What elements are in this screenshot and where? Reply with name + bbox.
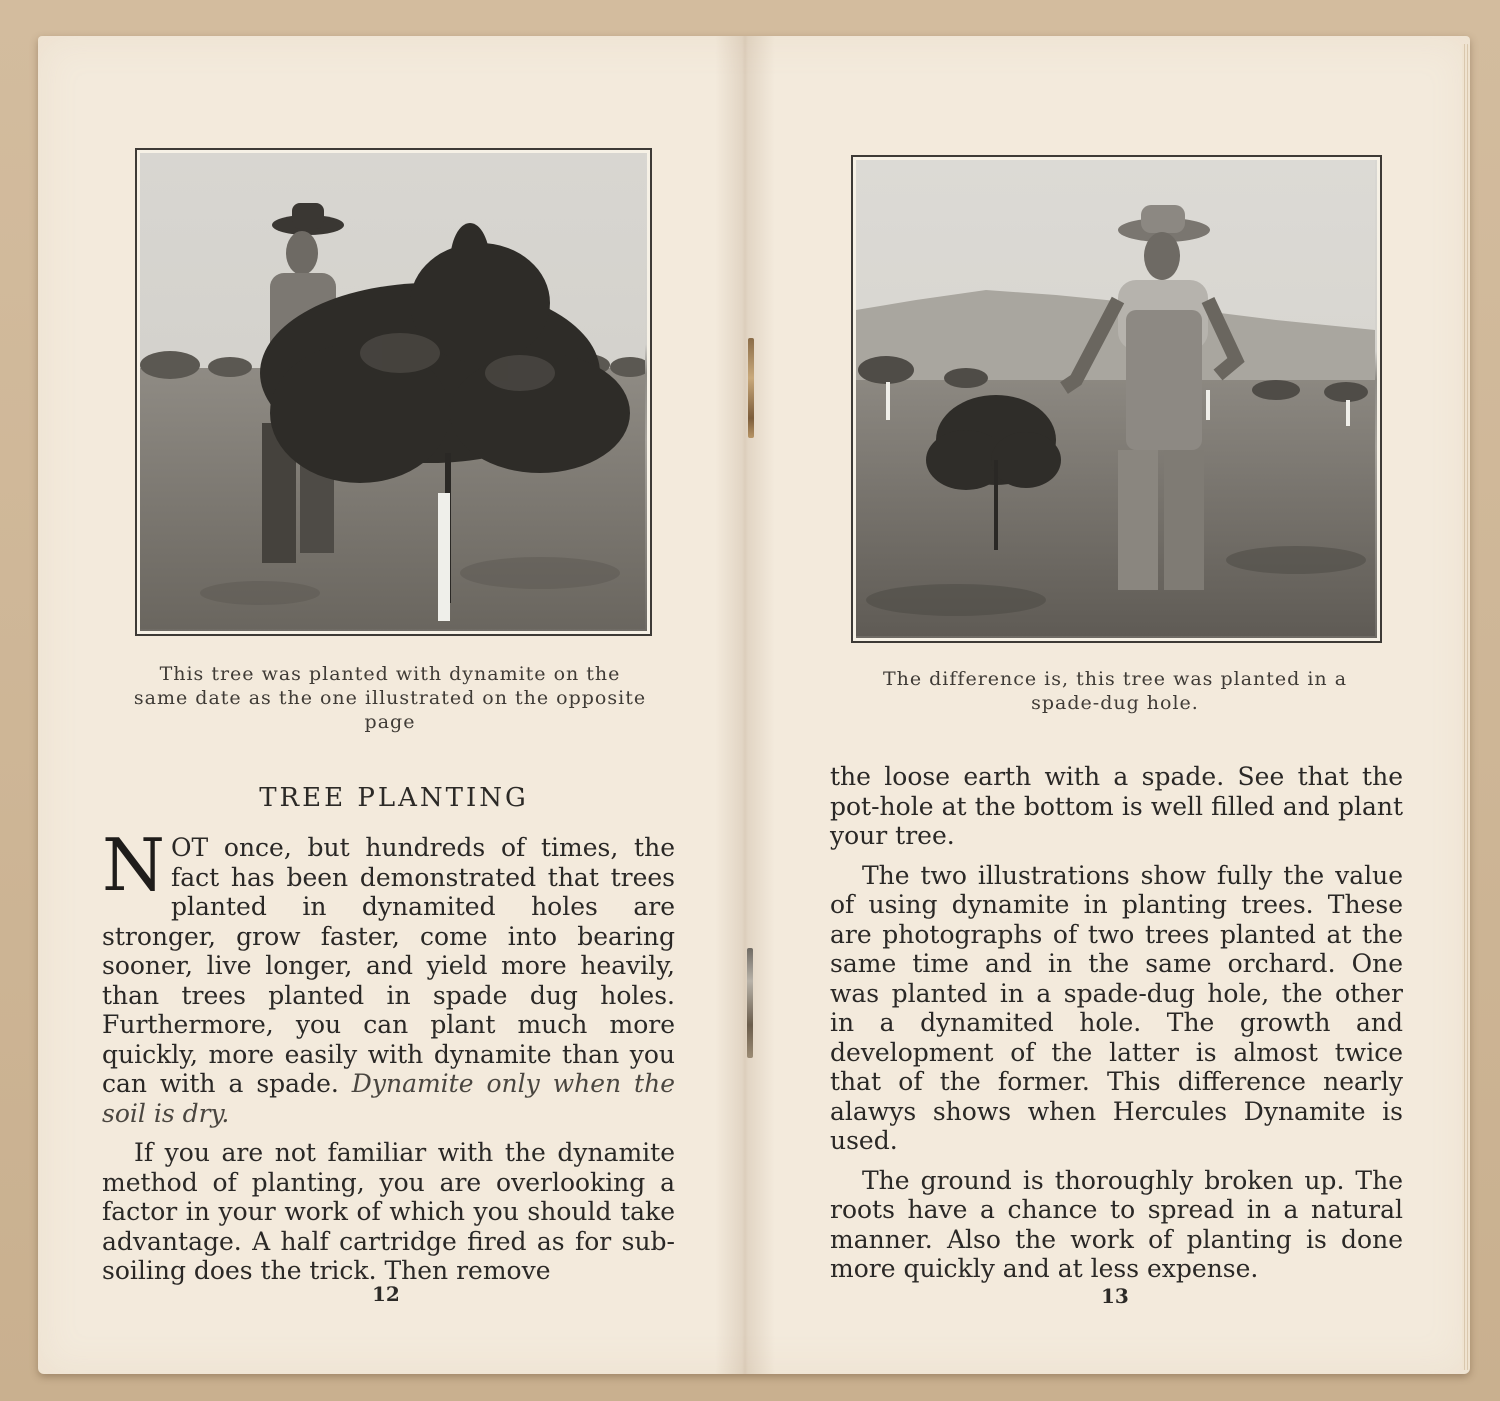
section-heading: TREE PLANTING: [259, 783, 529, 813]
page-number-right: 13: [1101, 1284, 1129, 1308]
spine: [715, 36, 775, 1374]
staple-bottom: [747, 948, 753, 1058]
drop-cap: N: [102, 823, 165, 907]
photo-dynamite-tree: [135, 148, 652, 636]
staple-top: [748, 338, 754, 438]
page-edge: [1462, 44, 1470, 1370]
page-number-left: 12: [372, 1282, 400, 1306]
right-paragraph-3: The ground is thoroughly broken up. The roots have a chance to spread in a natural manner. Also the work of planting is done more quickly and at less expense.: [830, 1165, 1403, 1283]
left-photo-caption: This tree was planted with dynamite on the same date as the one illustrated on the opposite page: [133, 663, 647, 733]
right-body-text: [830, 762, 1403, 1294]
left-body-text: [102, 823, 676, 1296]
photo-spade-tree: [851, 155, 1382, 643]
photo-spade-tree-image: [856, 160, 1375, 636]
right-paragraph-1: the loose earth with a spade. See that the pot-hole at the bottom is well filled and plant your tree.: [830, 762, 1403, 850]
left-paragraph-1: [102, 823, 676, 1128]
left-paragraph-2: If you are not familiar with the dynamite method of planting, you are overlooking a factor in your work of which you should take advantage. A half cartridge fired as for sub-soiling does the trick. Then remove: [102, 1138, 675, 1285]
photo-dynamite-tree-image: [140, 153, 645, 629]
left-paragraph-1-italic: Dynamite only when the soil is dry.: [102, 1069, 676, 1128]
left-paragraph-1-text: OT once, but hundreds of times, the fact has been demonstrated that trees planted in dynamited holes are stronger, grow faster, come into bearing sooner, live longer, and yield more heavily, than trees planted in spade dug holes. Furthermore, you can plant much more quickly, more easily with dynamite than you can with a spade.: [102, 833, 675, 1098]
right-paragraph-2: The two illustrations show fully the value of using dynamite in planting trees. These are photographs of two trees planted at the same time and in the same orchard. One was planted in a spade-dug hole, the other in a dynamited hole. The growth and development of the latter is almost twice that of the former. This difference nearly alawys shows when Hercules Dynamite is used.: [830, 860, 1403, 1155]
right-photo-caption: The difference is, this tree was planted in a spade-dug hole.: [882, 668, 1348, 714]
